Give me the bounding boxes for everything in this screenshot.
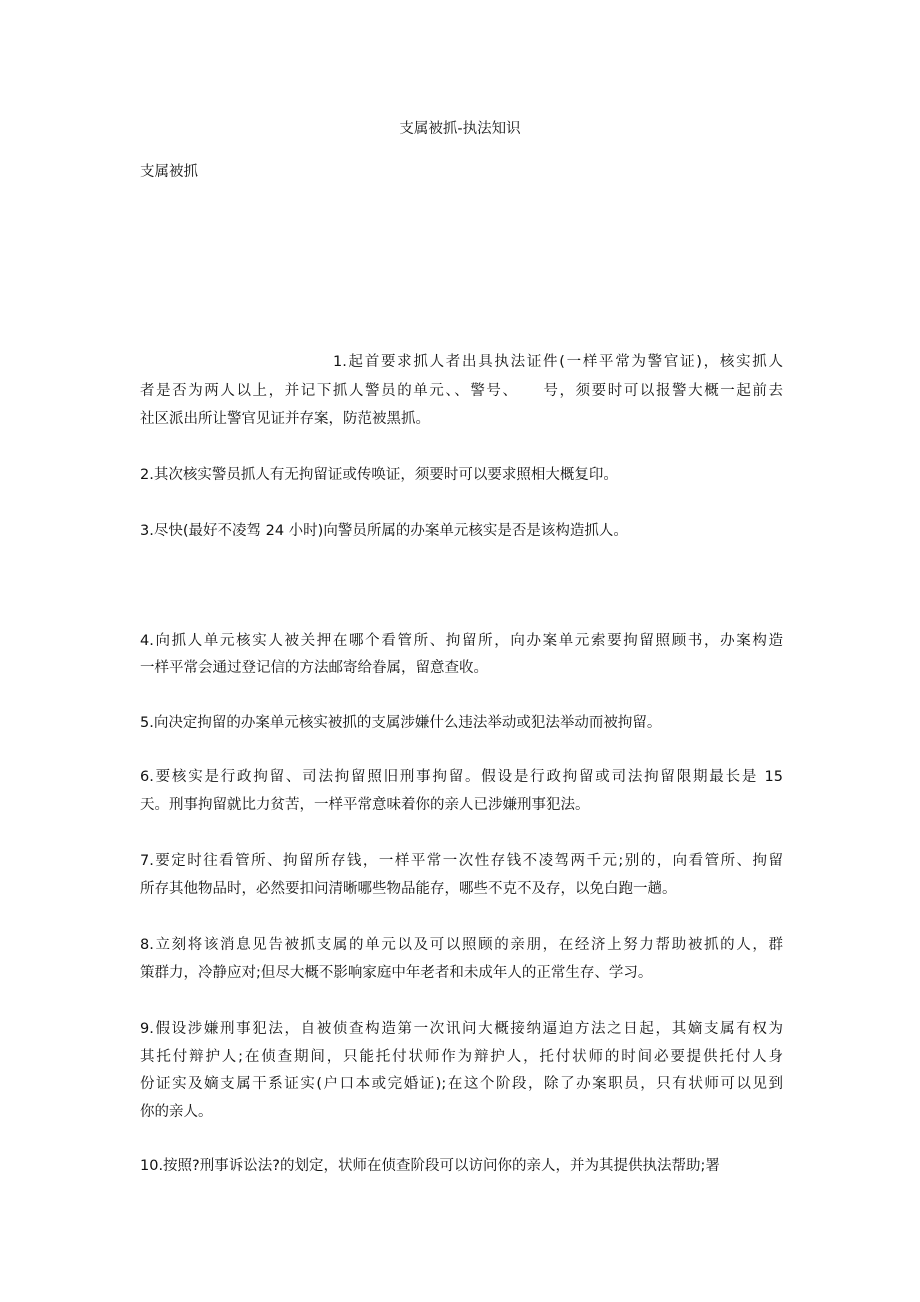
- paragraph-line: 者是否为两人以上，并记下抓人警员的单元、、警号、 号，须要时可以报警大概一起前去: [140, 383, 783, 399]
- paragraph-line: 5.向决定拘留的办案单元核实被抓的支属涉嫌什么违法举动或犯法举动而被拘留。: [140, 715, 662, 731]
- paragraph-line: 3.尽快(最好不凌驾 24 小时)向警员所属的办案单元核实是否是该构造抓人。: [140, 523, 628, 539]
- paragraph-line: 2.其次核实警员抓人有无拘留证或传唤证，须要时可以要求照相大概复印。: [140, 467, 618, 483]
- paragraph-line: 一样平常会通过登记信的方法邮寄给眷属，留意查收。: [140, 660, 488, 676]
- document-title: 支属被抓-执法知识: [399, 121, 521, 137]
- paragraph-line: 你的亲人。: [140, 1104, 213, 1120]
- paragraph-line: 所存其他物品时，必然要扣问清晰哪些物品能存，哪些不克不及存，以免白跑一趟。: [140, 881, 677, 897]
- paragraph-line: 9.假设涉嫌刑事犯法，自被侦查构造第一次讯问大概接纳逼迫方法之日起，其嫡支属有权为: [140, 1021, 783, 1037]
- section-heading: 支属被抓: [140, 164, 198, 180]
- paragraph-line: 7.要定时往看管所、拘留所存钱，一样平常一次性存钱不凌驾两千元;别的，向看管所、拘留: [140, 853, 783, 869]
- paragraph-line: 4.向抓人单元核实人被关押在哪个看管所、拘留所，向办案单元索要拘留照顾书，办案构造: [140, 633, 783, 649]
- paragraph-line: 1.起首要求抓人者出具执法证件(一样平常为警官证)，核实抓人: [333, 354, 783, 370]
- paragraph-line: 份证实及嫡支属干系证实(户口本或完婚证);在这个阶段，除了办案职员，只有状师可以见到: [140, 1076, 783, 1092]
- paragraph-line: 社区派出所让警官见证并存案，防范被黑抓。: [140, 411, 430, 427]
- paragraph-line: 8.立刻将该消息见告被抓支属的单元以及可以照顾的亲朋，在经济上努力帮助被抓的人，群: [140, 937, 783, 953]
- paragraph-line: 其托付辩护人;在侦查期间，只能托付状师作为辩护人，托付状师的时间必要提供托付人身: [140, 1049, 783, 1065]
- paragraph-line: 6.要核实是行政拘留、司法拘留照旧刑事拘留。假设是行政拘留或司法拘留限期最长是 15: [140, 769, 783, 785]
- paragraph-line: 策群力，冷静应对;但尽大概不影响家庭中年老者和未成年人的正常生存、学习。: [140, 965, 653, 981]
- paragraph-line: 10.按照?刑事诉讼法?的划定，状师在侦查阶段可以访问你的亲人，并为其提供执法帮助;署: [140, 1158, 720, 1174]
- paragraph-line: 天。刑事拘留就比力贫苦，一样平常意味着你的亲人已涉嫌刑事犯法。: [140, 797, 590, 813]
